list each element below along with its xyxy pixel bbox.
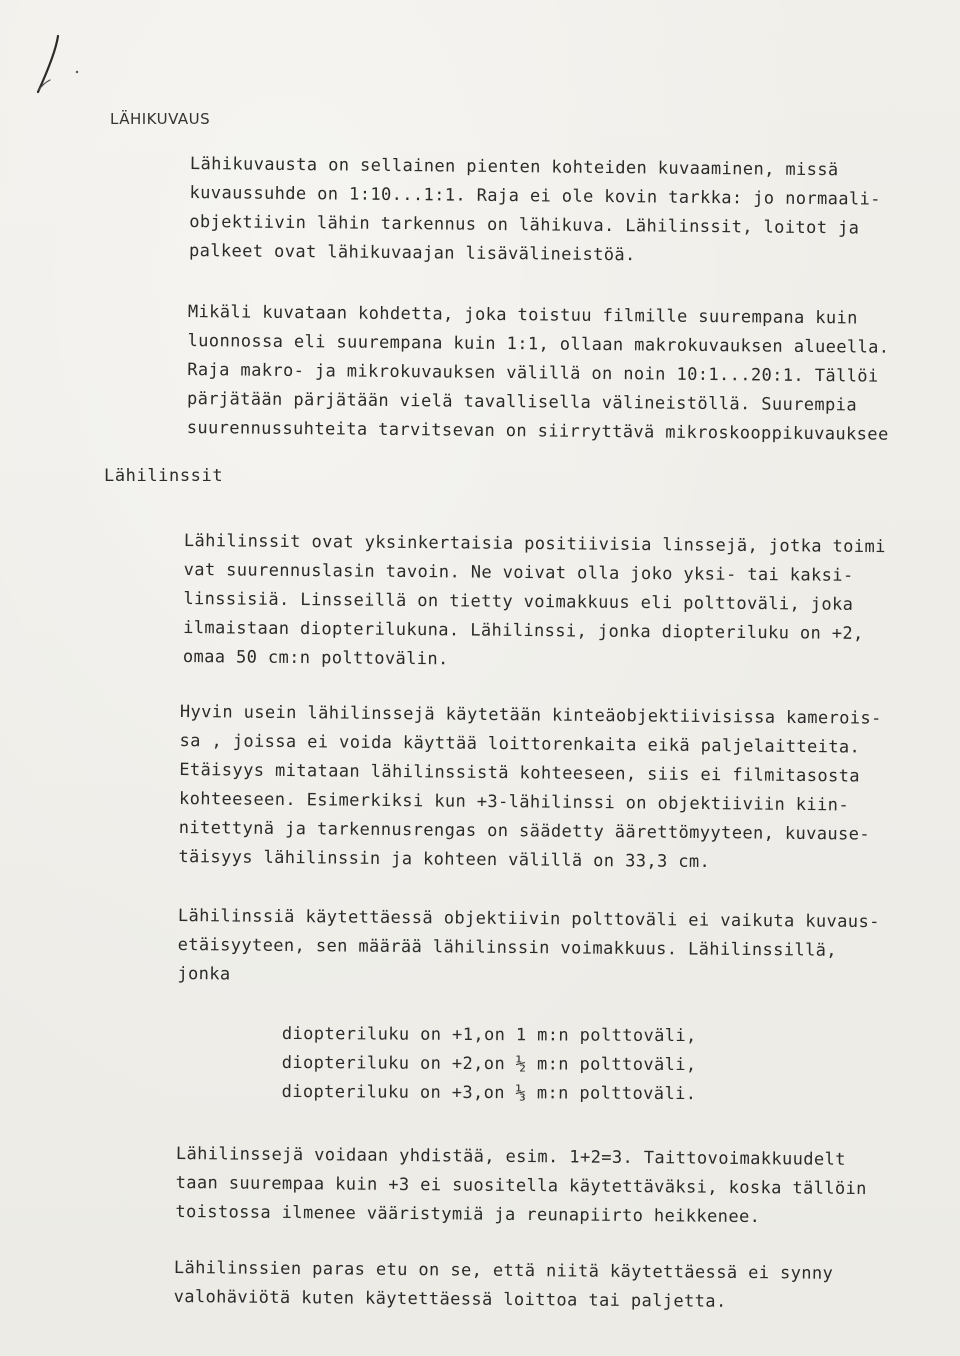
text-line: taan suurempaa kuin +3 ei suositella käytettäväksi, koska tällöin	[175, 1172, 867, 1200]
text-line: Hyvin usein lähilinssejä käytetään kinteäobjektiivisissa kamerois-	[179, 701, 882, 729]
text-line: omaa 50 cm:n polttovälin.	[182, 646, 449, 670]
paragraph-combine	[175, 1140, 867, 1233]
diopter-list	[282, 1020, 697, 1109]
list-item: diopteriluku on +1,on 1 m:n polttoväli,	[281, 1023, 697, 1047]
text-line: luonnossa eli suurempana kuin 1:1, ollaan makrokuvauksen alueella.	[187, 330, 890, 358]
paragraph-benefit	[173, 1254, 833, 1318]
text-line: sa , joissa ei voida käyttää loittorenkaita eikä paljelaitteita.	[179, 730, 861, 758]
text-line: etäisyyteen, sen määrää lähilinssin voimakkuus. Lähilinssillä,	[177, 934, 838, 961]
paragraph-macro	[187, 298, 890, 450]
text-line: objektiivin lähin tarkennus on lähikuva. Lähilinssit, loitot ja	[189, 211, 860, 239]
text-line: Raja makro- ja mikrokuvauksen välillä on noin 10:1...20:1. Tällöi	[187, 359, 879, 387]
text-line: Lähikuvausta on sellainen pienten kohteiden kuvaaminen, missä	[189, 153, 839, 181]
text-line: suurennussuhteita tarvitsevan on siirryttävä mikroskooppikuvauksee	[186, 417, 889, 445]
text-line: jonka	[177, 963, 231, 985]
text-line: kuvaussuhde on 1:10...1:1. Raja ei ole kovin tarkka: jo normaali-	[189, 182, 881, 210]
list-item: diopteriluku on +2,on ½ m:n polttoväli,	[281, 1052, 697, 1076]
text-line: Mikäli kuvataan kohdetta, joka toistuu filmille suurempana kuin	[187, 301, 858, 329]
paragraph-intro	[189, 150, 881, 273]
text-line: Lähilinssejä voidaan yhdistää, esim. 1+2=3. Taittovoimakkuudelt	[175, 1143, 846, 1170]
text-line: palkeet ovat lähikuvaajan lisävälineistöä.	[188, 240, 636, 266]
text-line: valohäviötä kuten käytettäessä loittoa tai paljetta.	[173, 1286, 727, 1312]
text-line: linssisiä. Linsseillä on tietty voimakkuus eli polttoväli, joka	[183, 588, 854, 615]
section-heading: Lähilinssit	[104, 466, 224, 486]
text-line: vat suurennuslasin tavoin. Ne voivat olla joko yksi- tai kaksi-	[183, 559, 854, 586]
pen-mark-icon	[30, 30, 90, 100]
text-line: Lähilinssien paras etu on se, että niitä käytettäessä ei synny	[173, 1257, 834, 1284]
text-line: täisyys lähilinssin ja kohteen välillä on 33,3 cm.	[178, 846, 711, 873]
text-line: kohteeseen. Esimerkiksi kun +3-lähilinssi on objektiiviin kiin-	[178, 788, 850, 816]
text-line: nitettynä ja tarkennusrengas on säädetty äärettömyyteen, kuvause-	[178, 817, 871, 845]
text-line: pärjätään pärjätään vielä tavallisella välineistöllä. Suurempia	[186, 388, 858, 416]
paragraph-usage	[178, 698, 882, 879]
text-line: Lähilinssit ovat yksinkertaisia positiivisia linssejä, jotka toimi	[183, 530, 886, 558]
document-heading: LÄHIKUVAUS	[110, 110, 211, 128]
text-line: ilmaistaan diopterilukuna. Lähilinssi, jonka diopteriluku on +2,	[183, 617, 864, 644]
paragraph-lenses	[183, 527, 886, 678]
list-item: diopteriluku on +3,on ⅓ m:n polttoväli.	[281, 1081, 697, 1105]
text-line: Lähilinssiä käytettäessä objektiivin polttoväli ei vaikuta kuvaus-	[177, 905, 880, 933]
paragraph-focal	[177, 902, 880, 995]
text-line: Etäisyys mitataan lähilinssistä kohteeseen, siis ei filmitasosta	[179, 759, 861, 787]
text-line: toistossa ilmenee vääristymiä ja reunapiirto heikkenee.	[175, 1201, 761, 1228]
